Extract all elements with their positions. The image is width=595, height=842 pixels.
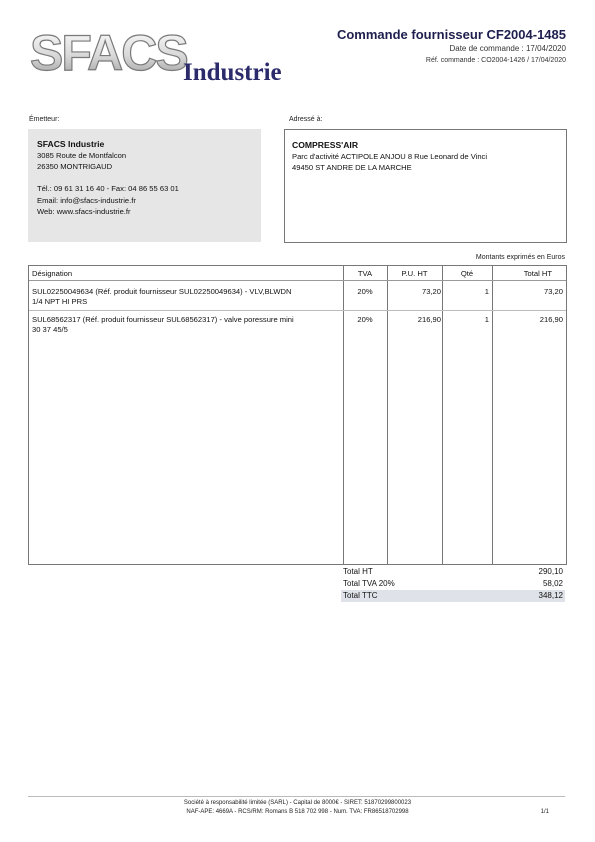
recipient-label: Adressé à:	[289, 116, 323, 123]
company-logo	[28, 28, 318, 88]
totals-block	[341, 566, 565, 602]
total-ht-label: Total HT	[343, 567, 373, 576]
order-lines-table	[28, 265, 567, 565]
logo-brand-text: SFACS	[30, 28, 187, 81]
row-unit-price: 73,20	[421, 287, 441, 296]
total-ttc-value: 348,12	[538, 591, 563, 600]
emitter-label: Émetteur:	[29, 116, 60, 123]
recipient-box	[284, 129, 567, 243]
col-header-qty: Qté	[460, 269, 474, 278]
row-qty: 1	[484, 287, 489, 296]
row-designation: SUL02250049634 (Réf. produit fournisseur SUL02250049634) - VLV,BLWDN	[32, 287, 292, 296]
total-ht-row	[341, 566, 565, 578]
footer-divider	[28, 796, 565, 797]
row-designation: SUL68562317 (Réf. produit fournisseur SUL68562317) - valve poressure mini	[32, 315, 294, 324]
row-qty: 1	[484, 315, 489, 324]
emitter-address2: 26350 MONTRIGAUD	[37, 162, 113, 171]
total-ttc-row	[341, 590, 565, 602]
row-total: 216,90	[539, 315, 563, 324]
row-unit-price: 216,90	[417, 315, 441, 324]
total-tva-row	[341, 578, 565, 590]
row-designation-cont: 1/4 NPT HI PRS	[32, 297, 88, 306]
emitter-phone: Tél.: 09 61 31 16 40 - Fax: 04 86 55 63 01	[37, 184, 179, 193]
total-tva-value: 58,02	[542, 579, 563, 588]
emitter-email: Email: info@sfacs-industrie.fr	[37, 196, 136, 205]
col-header-designation: Désignation	[32, 269, 73, 278]
recipient-name: COMPRESS'AIR	[292, 140, 359, 150]
emitter-web: Web: www.sfacs-industrie.fr	[37, 207, 131, 216]
emitter-box	[28, 129, 261, 242]
recipient-address2: 49450 ST ANDRE DE LA MARCHE	[292, 163, 412, 172]
page-number: 1/1	[540, 809, 549, 815]
emitter-name: SFACS Industrie	[37, 139, 105, 149]
total-tva-label: Total TVA 20%	[343, 579, 395, 588]
row-total: 73,20	[543, 287, 563, 296]
row-designation-cont: 30 37 45/5	[32, 325, 68, 334]
logo-sub-text: Industrie	[183, 59, 282, 86]
footer-legal-line1: Société à responsabilité limitée (SARL) - Capital de 8000€ - SIRET: 51870299800023	[183, 800, 412, 806]
order-reference: Réf. commande : CO2004-1426 / 17/04/2020	[425, 57, 566, 64]
total-ttc-label: Total TTC	[343, 591, 378, 600]
col-header-pu: P.U. HT	[401, 269, 428, 278]
row-tva: 20%	[357, 287, 373, 296]
document-title: Commande fournisseur CF2004-1485	[336, 27, 566, 42]
emitter-address1: 3085 Route de Montfalcon	[37, 151, 127, 160]
footer-legal-line2: NAF-APE: 4669A - RCS/RM: Romans B 518 702 998 - Num. TVA: FR86518702998	[186, 809, 409, 815]
order-date: Date de commande : 17/04/2020	[449, 44, 566, 53]
total-ht-value: 290,10	[538, 567, 563, 576]
row-tva: 20%	[357, 315, 373, 324]
recipient-address1: Parc d'activité ACTIPOLE ANJOU 8 Rue Leonard de Vinci	[292, 152, 488, 161]
col-header-tva: TVA	[357, 269, 373, 278]
col-header-total: Total HT	[523, 269, 552, 278]
currency-note: Montants exprimés en Euros	[475, 254, 565, 261]
